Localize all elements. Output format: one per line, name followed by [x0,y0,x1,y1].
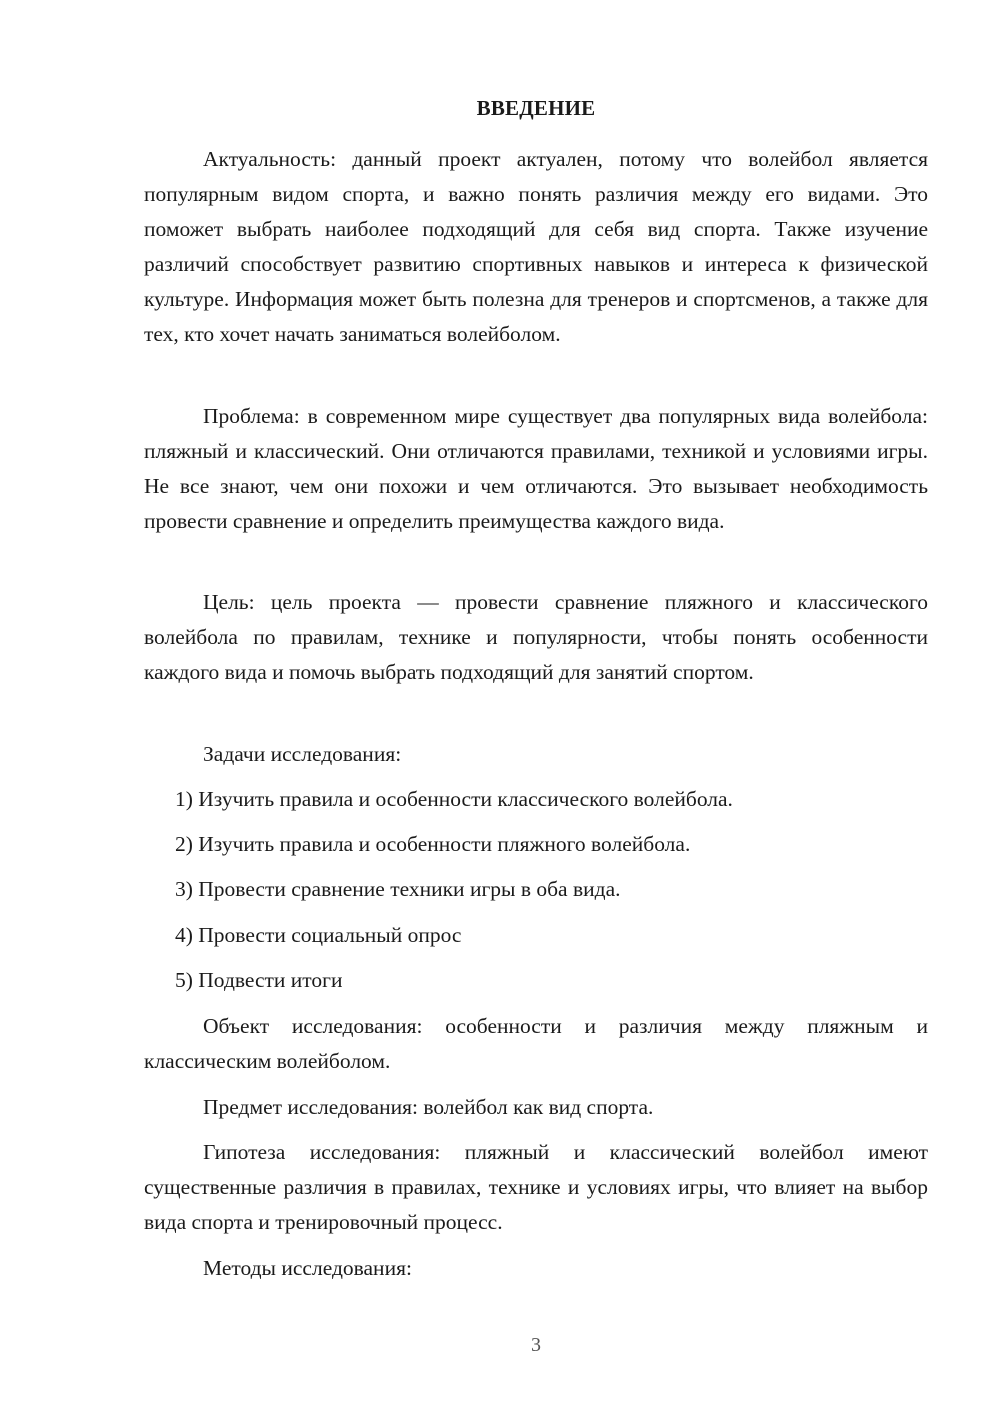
task-item-4: 4) Провести социальный опрос [175,923,462,947]
paragraph-problem: Проблема: в современном мире существует два популярных вида волейбола: пляжный и классический. Они отличаются правилами, техникой и условиями игры. Не все знают, чем они похожи и чем отличаются. Это вызывает необходимость провести сравнение и определить преимущества каждого вида. [144,404,928,533]
paragraph-subject-block [144,1090,928,1125]
methods-heading: Методы исследования: [203,1256,412,1280]
paragraph-hypothesis: Гипотеза исследования: пляжный и классический волейбол имеют существенные различия в правилах, технике и условиях игры, что влияет на выбор вида спорта и тренировочный процесс. [144,1140,928,1234]
paragraph-object: Объект исследования: особенности и различия между пляжным и классическим волейболом. [144,1014,928,1073]
paragraph-relevance-block [144,142,928,352]
paragraph-subject: Предмет исследования: волейбол как вид спорта. [203,1095,654,1119]
tasks-heading: Задачи исследования: [203,742,402,766]
paragraph-hypothesis-block [144,1135,928,1240]
task-item-2: 2) Изучить правила и особенности пляжного волейбола. [175,832,691,856]
task-item-1: 1) Изучить правила и особенности классического волейбола. [175,787,733,811]
page-number: 3 [531,1334,541,1356]
paragraph-relevance: Актуальность: данный проект актуален, потому что волейбол является популярным видом спорта, и важно понять различия между его видами. Это поможет выбрать наиболее подходящий для себя вид спорта. Также изучение различий способствует развитию спортивных навыков и интереса к физической культуре. Информация может быть полезна для тренеров и спортсменов, а также для тех, кто хочет начать заниматься волейболом. [144,147,928,346]
paragraph-problem-block [144,399,928,539]
page-title: ВВЕДЕНИЕ [476,96,596,120]
task-item-3: 3) Провести сравнение техники игры в оба вида. [175,877,621,901]
paragraph-goal-block [144,585,928,690]
paragraph-object-block [144,1009,928,1079]
paragraph-goal: Цель: цель проекта — провести сравнение пляжного и классического волейбола по правилам, технике и популярности, чтобы понять особенности каждого вида и помочь выбрать подходящий для занятий спортом. [144,590,928,684]
task-item-5: 5) Подвести итоги [175,968,343,992]
